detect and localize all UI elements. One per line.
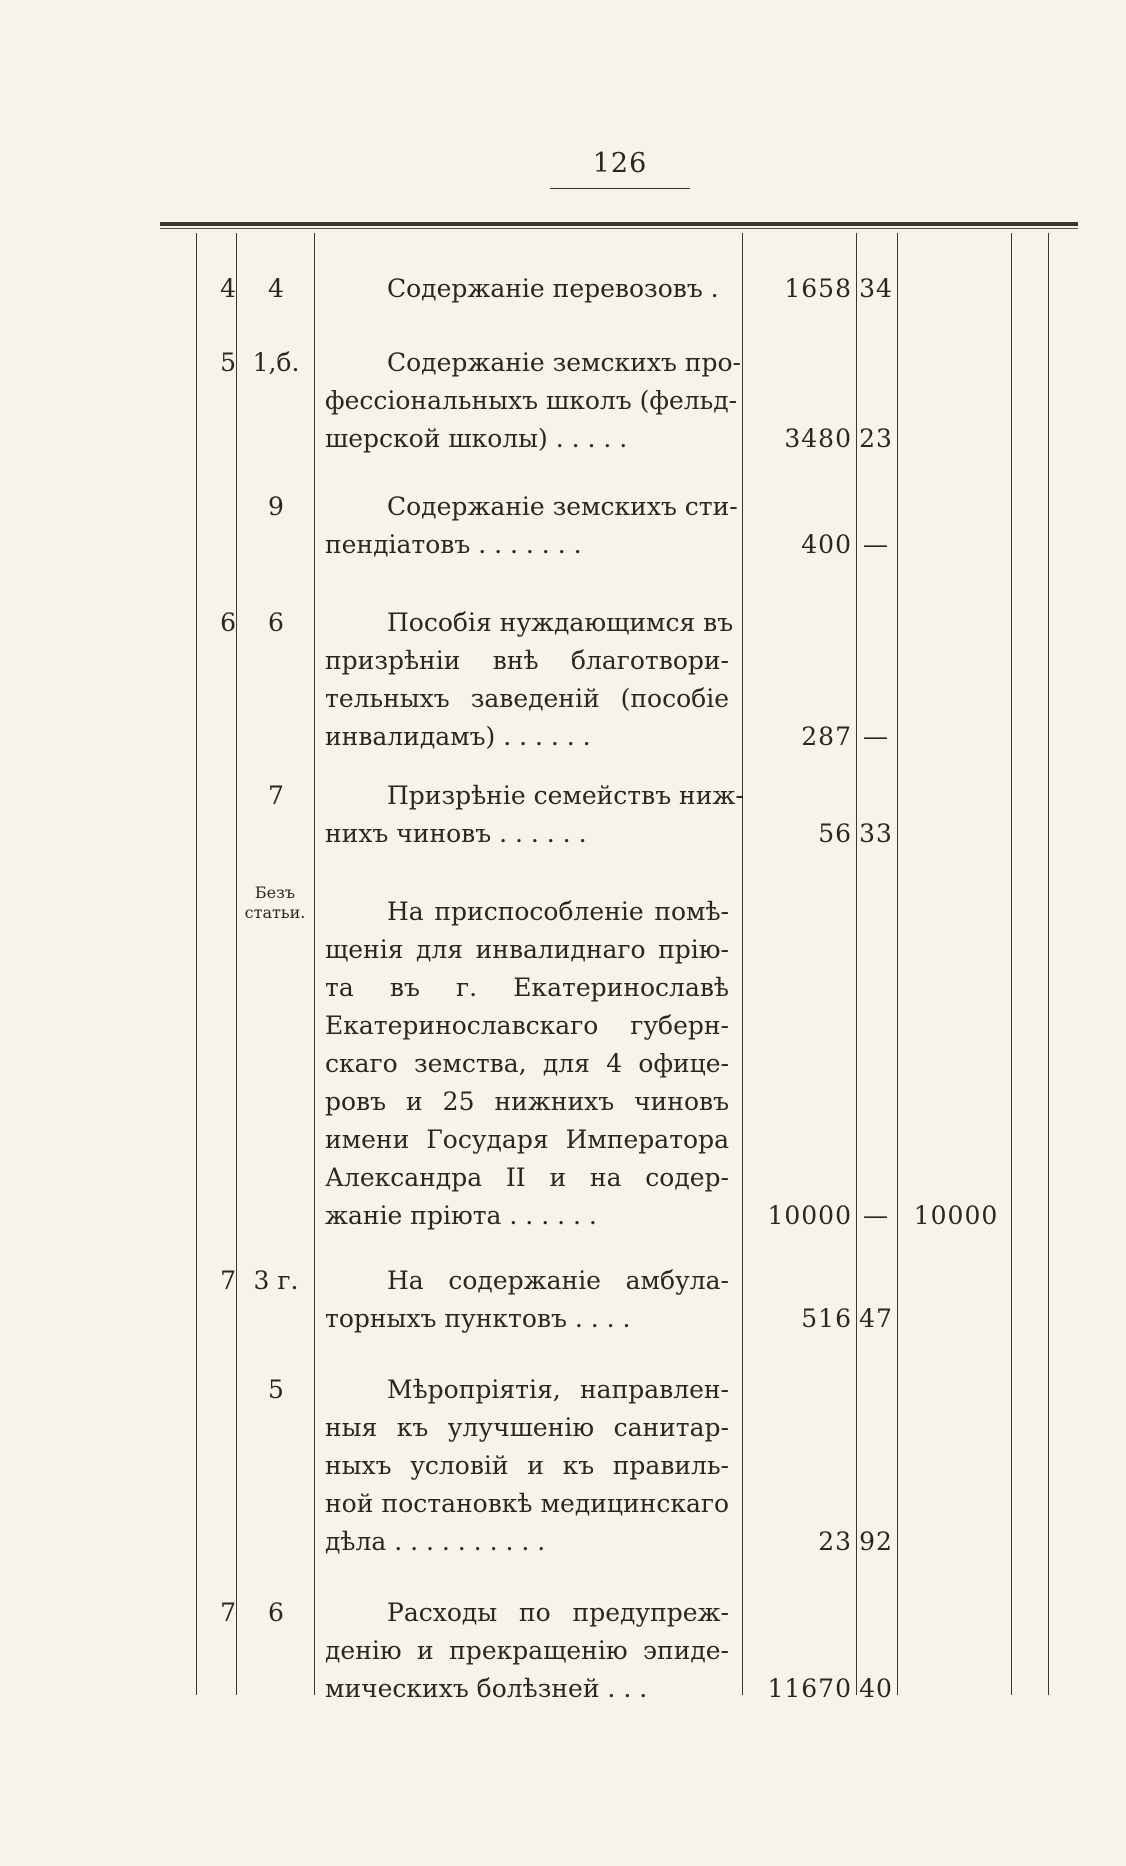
description-line: дѣла . . . . . . . . . . xyxy=(325,1527,546,1556)
amount-rubles: 23 xyxy=(818,1527,852,1556)
description-line: имени Государя Императора xyxy=(325,1125,729,1154)
column-rule xyxy=(236,233,237,1695)
description-line: та въ г. Екатеринославѣ xyxy=(325,973,729,1002)
description-line: денію и прекращенію эпиде- xyxy=(325,1636,729,1665)
description-line: жаніе пріюта . . . . . . xyxy=(325,1201,597,1230)
section-number: 5 xyxy=(220,348,236,377)
description-line: ровъ и 25 нижнихъ чиновъ xyxy=(325,1087,729,1116)
amount-kopecks: — xyxy=(863,1201,889,1230)
article-number: 9 xyxy=(268,492,284,521)
amount-kopecks: 33 xyxy=(859,819,893,848)
description-line: торныхъ пунктовъ . . . . xyxy=(325,1304,631,1333)
amount-total: 10000 xyxy=(913,1201,999,1230)
article-number: 7 xyxy=(268,781,284,810)
amount-rubles: 10000 xyxy=(767,1201,852,1230)
description-line: ныя къ улучшенію санитар- xyxy=(325,1413,729,1442)
amount-rubles: 516 xyxy=(801,1304,852,1333)
description-line: пендіатовъ . . . . . . . xyxy=(325,530,582,559)
amount-kopecks: 40 xyxy=(859,1674,893,1703)
column-rule xyxy=(1048,233,1049,1695)
description-line: Екатеринославскаго губерн- xyxy=(325,1011,729,1040)
article-number: 5 xyxy=(268,1375,284,1404)
amount-rubles: 3480 xyxy=(784,424,852,453)
amount-rubles: 56 xyxy=(818,819,852,848)
section-number: 4 xyxy=(220,274,236,303)
section-number: 7 xyxy=(220,1598,236,1627)
article-number: 6 xyxy=(268,608,284,637)
amount-kopecks: 23 xyxy=(859,424,893,453)
description-line: Содержаніе земскихъ про- xyxy=(387,348,741,377)
item-description xyxy=(325,604,734,756)
article-number: 1,б. xyxy=(252,348,300,377)
description-line: призрѣніи внѣ благотвори- xyxy=(325,646,729,675)
column-rule xyxy=(196,233,197,1695)
section-number: 6 xyxy=(220,608,236,637)
description-line: Призрѣніе семействъ ниж- xyxy=(387,781,744,810)
description-line: шерской школы) . . . . . xyxy=(325,424,628,453)
item-description xyxy=(325,270,729,308)
amount-kopecks: — xyxy=(863,722,889,751)
column-rule xyxy=(897,233,898,1695)
amount-rubles: 11670 xyxy=(767,1674,852,1703)
item-description xyxy=(325,1371,729,1561)
description-line: скаго земства, для 4 офице- xyxy=(325,1049,729,1078)
amount-kopecks: — xyxy=(863,530,889,559)
amount-kopecks: 47 xyxy=(859,1304,893,1333)
description-line: Мѣропріятія, направлен- xyxy=(387,1375,729,1404)
column-rule xyxy=(1011,233,1012,1695)
description-line: На содержаніе амбула- xyxy=(387,1266,729,1295)
description-line: Содержаніе перевозовъ . xyxy=(387,274,719,303)
amount-kopecks: 92 xyxy=(859,1527,893,1556)
article-number: 4 xyxy=(268,274,284,303)
description-line: Пособія нуждающимся въ xyxy=(387,608,734,637)
description-line: фессіональныхъ школъ (фельд- xyxy=(325,386,738,415)
description-line: ныхъ условій и къ правиль- xyxy=(325,1451,729,1480)
amount-rubles: 287 xyxy=(801,722,852,751)
amount-rubles: 1658 xyxy=(784,274,852,303)
table-top-rule xyxy=(160,222,1078,226)
item-description xyxy=(325,488,738,564)
page-number: 126 xyxy=(592,148,648,179)
section-number: 7 xyxy=(220,1266,236,1295)
description-line: На приспособленіе помѣ- xyxy=(387,897,729,926)
article-number: 3 г. xyxy=(253,1266,299,1295)
item-description xyxy=(325,1594,729,1708)
item-description xyxy=(325,1262,729,1338)
amount-rubles: 400 xyxy=(801,530,852,559)
description-line: Александра II и на содер- xyxy=(325,1163,729,1192)
description-line: нихъ чиновъ . . . . . . xyxy=(325,819,587,848)
description-line: тельныхъ заведеній (пособіе xyxy=(325,684,729,713)
description-line: ной постановкѣ медицинскаго xyxy=(325,1489,729,1518)
description-line: инвалидамъ) . . . . . . xyxy=(325,722,591,751)
description-line: Расходы по предупреж- xyxy=(387,1598,729,1627)
column-rule xyxy=(314,233,315,1695)
item-description xyxy=(325,777,744,853)
description-line: щенія для инвалиднаго прію- xyxy=(325,935,729,964)
article-number: 6 xyxy=(268,1598,284,1627)
item-description xyxy=(325,893,729,1235)
item-description xyxy=(325,344,741,458)
article-number: Безъ статьи. xyxy=(244,883,306,922)
amount-kopecks: 34 xyxy=(859,274,893,303)
description-line: мическихъ болѣзней . . . xyxy=(325,1674,648,1703)
table-top-rule-thin xyxy=(160,228,1078,229)
page-number-underline xyxy=(550,188,690,189)
description-line: Содержаніе земскихъ сти- xyxy=(387,492,738,521)
